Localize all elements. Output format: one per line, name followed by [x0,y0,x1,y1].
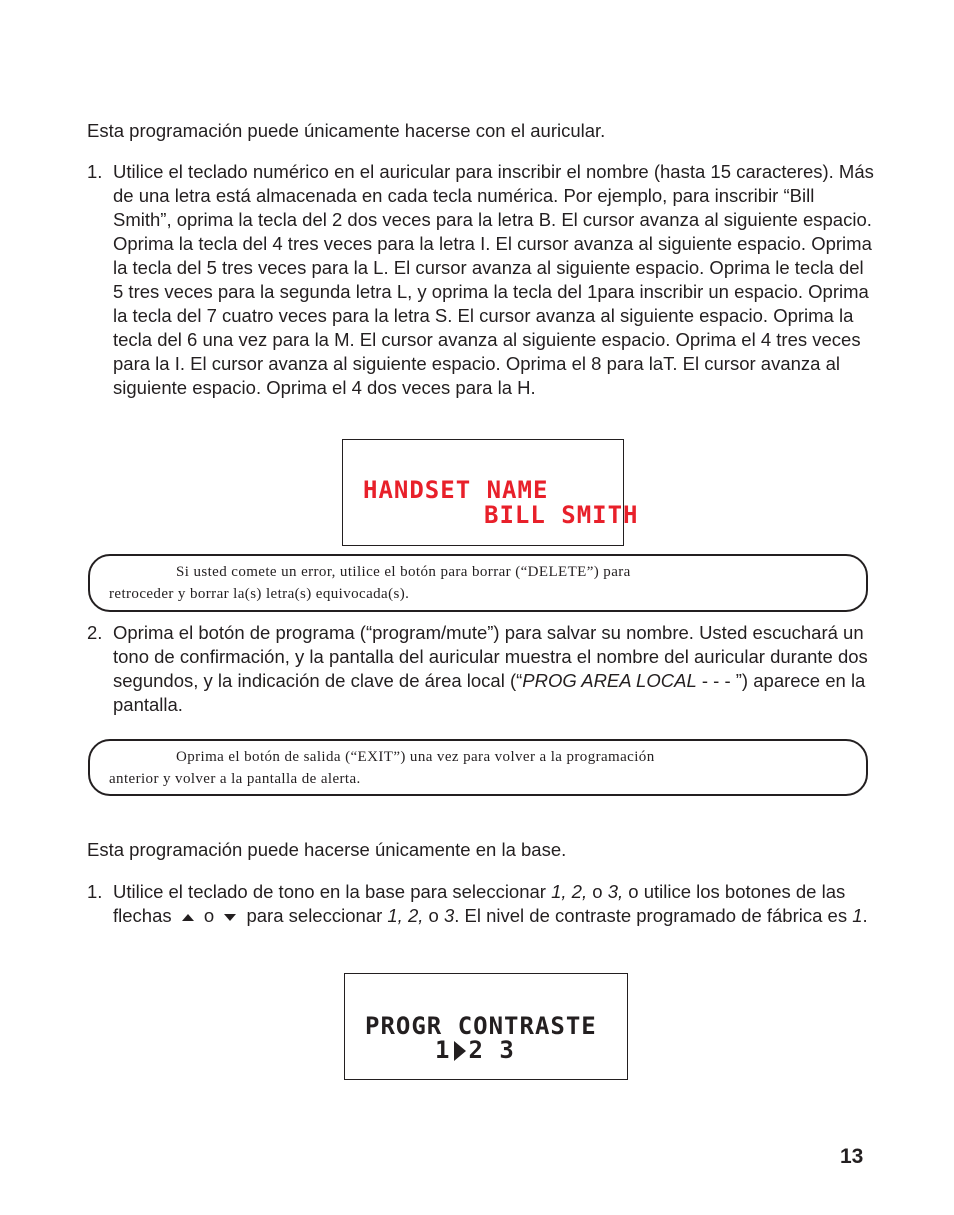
lcd-line-2 [435,1036,515,1064]
step-text-part: o [587,881,608,902]
page-number: 13 [840,1145,864,1168]
lcd-display-handset-name [342,439,639,546]
step-text-part: Oprima el botón de programa (“program/mute”) para salvar su nombre. Usted escuchará un tono de confirmación, y la pantalla del auricular muestra el nombre del auricular durante dos segundos, y la indicación de clave de área local (“ [113,622,868,691]
step-text-part: o utilice los botones de las flechas [113,881,846,926]
step-text-part: - - - ”) aparece en la pantalla. [113,670,866,715]
step-text-part: o [423,905,444,926]
note-box-delete [88,554,868,612]
intro-handset: Esta programación puede únicamente hacerse con el auricular. [87,120,606,141]
note-line-1: Oprima el botón de salida (“EXIT”) una vez para volver a la programación [176,749,655,765]
step-text-italic: 3 [443,905,455,926]
arrow-down-icon [224,914,236,921]
step-text-italic: 1 [852,905,863,926]
step-text-italic: 1, 2, [387,905,424,926]
step-1-base [87,880,877,928]
step-text: Utilice el teclado numérico en el auricular para inscribir el nombre (hasta 15 caracteres). Más de una letra está almacenada en cada tecla numérica. Por ejemplo, para inscribir “Bill Smith”, oprima la tecla del 2 dos veces para la letra B. El cursor avanza al siguiente espacio. Oprima la tecla del 4 tres veces para la letra I. El cursor avanza al siguiente espacio. Oprima la tecla del 5 tres veces para la L. El cursor avanza al siguiente espacio. Oprima le tecla del 5 tres veces para la segunda letra L, y oprima la tecla del 1para inscribir un espacio. Oprima la tecla del 7 cuatro veces para la letra S. El cursor avanza al siguiente espacio. Oprima la tecla del 6 una vez para la M. El cursor avanza al siguiente espacio. Oprima el 4 tres veces para la I. El cursor avanza al siguiente espacio. Oprima el 8 para laT. El cursor avanza al siguiente espacio. Oprima el 4 dos veces para la H. [113,161,874,398]
step-number: 1. [87,161,103,182]
step-text-italic: 3, [607,881,624,902]
step-text-part: para seleccionar [241,905,388,926]
cursor-arrow-icon [454,1041,466,1061]
lcd-display-contrast [344,973,628,1080]
note-line-2: anterior y volver a la pantalla de alerta. [109,771,361,787]
step-text-part: Utilice el teclado de tono en la base para seleccionar [113,881,552,902]
lcd-line-2: BILL SMITH [484,501,639,529]
step-text-part: o [198,905,220,926]
note-box-exit [88,739,868,796]
step-number: 2. [87,622,103,643]
lcd-line-1: HANDSET NAME [363,476,549,504]
lcd-line-1: PROGR CONTRASTE [365,1012,597,1040]
intro-base: Esta programación puede hacerse únicamente en la base. [87,839,567,860]
step-number: 1. [87,881,103,902]
note-line-1: Si usted comete un error, utilice el botón para borrar (“DELETE”) para [176,564,631,580]
note-line-2: retroceder y borrar la(s) letra(s) equivocada(s). [109,586,410,602]
step-text-part: . El nivel de contraste programado de fábrica es [454,905,853,926]
step-text-part: . [862,905,868,926]
step-1-handset [87,160,877,400]
step-text [113,880,877,928]
contrast-options-2-3: 2 3 [468,1036,515,1064]
contrast-option-1: 1 [435,1036,451,1064]
step-2-handset [87,621,877,717]
prog-area-local-label: PROG AREA LOCAL [522,670,697,691]
step-text-italic: 1, 2, [551,881,588,902]
step-text [113,621,877,717]
arrow-up-icon [182,914,194,921]
